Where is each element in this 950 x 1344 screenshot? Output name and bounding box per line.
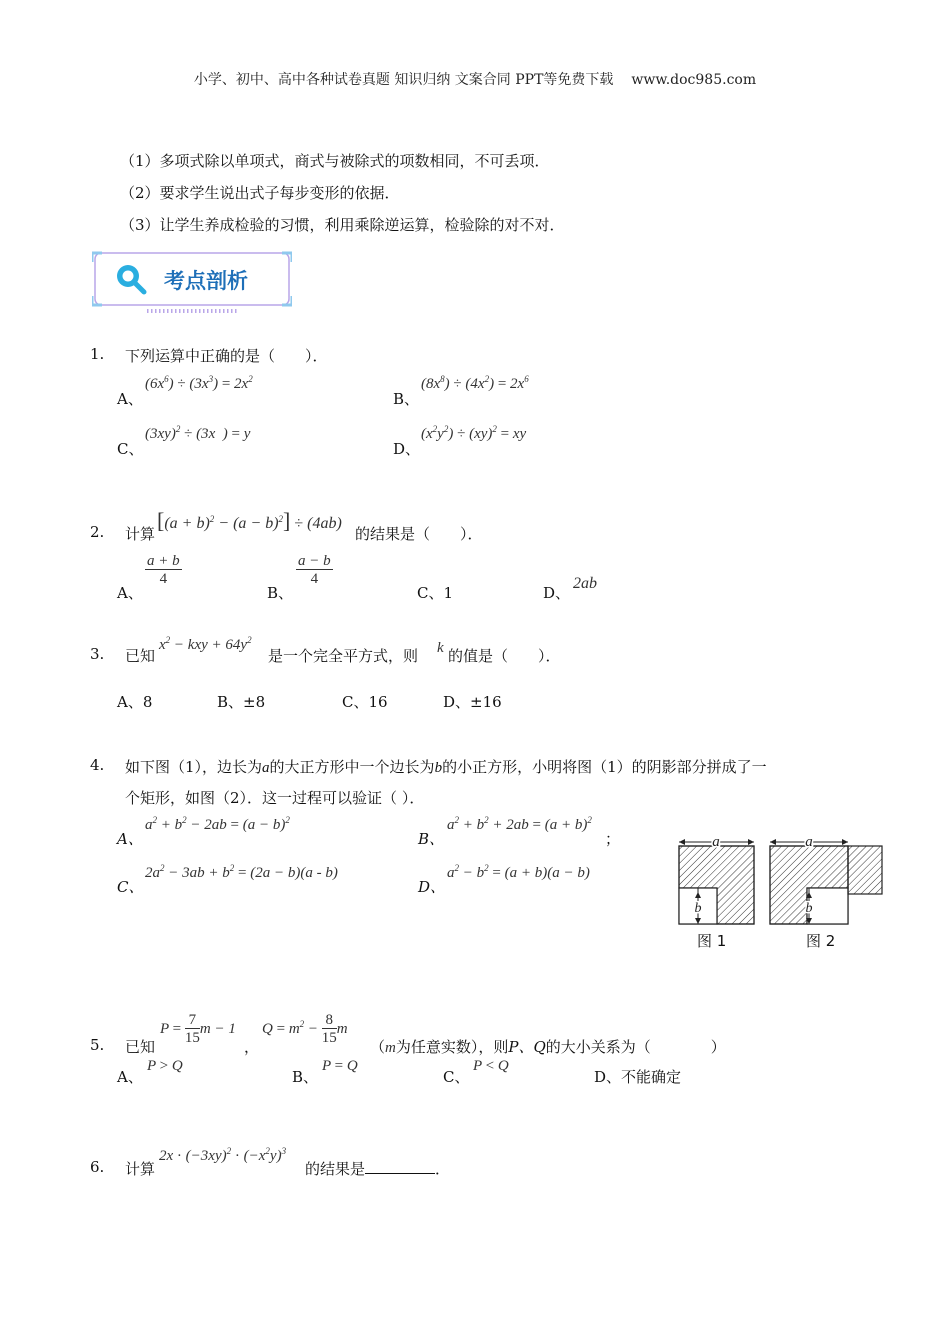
q4-var-b: b [434, 760, 443, 776]
q4-number: 4. [90, 756, 105, 774]
q1-label-c: C、 [117, 440, 144, 458]
q3-mid: 是一个完全平方式，则 [268, 647, 419, 665]
q3-option-a[interactable]: A、8 [117, 693, 153, 711]
q4-option-a[interactable]: $a^2 + b^2 - 2ab = (a - b)^2$ [145, 815, 290, 833]
q4-figures [672, 828, 887, 930]
svg-text:a: a [712, 834, 720, 850]
q6-pre: 计算 [125, 1160, 156, 1178]
q5-q-den: 15 [321, 1030, 337, 1046]
q3-option-d[interactable]: D、±16 [443, 693, 502, 711]
q5-option-a[interactable]: P > Q [147, 1058, 183, 1074]
q2-label-a: A、 [117, 584, 143, 602]
q2-option-c[interactable]: C、1 [417, 584, 454, 602]
q5-p-den: 15 [184, 1030, 200, 1046]
q5-q-expression: $Q = m^2$ − $\frac{8}{15}$ m [262, 1012, 348, 1046]
q5-label-b: B、 [292, 1068, 319, 1086]
note-2: （2）要求学生说出式子每步变形的依据． [120, 184, 400, 202]
q5-m-note-pre: （ [370, 1038, 386, 1056]
q5-m-note-post: 为任意实数），则 [395, 1038, 509, 1056]
q6-post: 的结果是 [305, 1160, 366, 1178]
q2-a-den: 4 [159, 571, 168, 587]
q4-label-a: A、 [117, 830, 143, 848]
section-banner [92, 250, 292, 314]
q4-option-c[interactable]: $2a^2 - 3ab + b^2 = (2a - b)(a - b)$ [145, 863, 338, 881]
q2-a-num: a + b [147, 553, 180, 569]
q6-end: ． [435, 1160, 451, 1178]
q1-stem: 下列运算中正确的是（ ）． [125, 347, 328, 365]
q5-option-b[interactable]: P = Q [322, 1058, 358, 1074]
q5-option-c[interactable]: P < Q [473, 1058, 509, 1074]
q4-line1-post: 的小正方形，小明将图（1）的阴影部分拼成了一 [442, 758, 767, 776]
q1-label-d: D、 [393, 440, 421, 458]
q2-label-b: B、 [267, 584, 294, 602]
q1-label-a: A、 [117, 390, 143, 408]
q3-option-c[interactable]: C、16 [342, 693, 388, 711]
q2-option-a[interactable] [145, 553, 182, 588]
q5-label-c: C、 [443, 1068, 470, 1086]
q4-label-d: D、 [418, 878, 446, 896]
q3-number: 3. [90, 645, 105, 663]
q5-p-num: 7 [185, 1012, 200, 1029]
q5-post: 的大小关系为（ ） [545, 1038, 726, 1056]
q4-var-a: a [262, 760, 270, 776]
banner-title: 考点剖析 [164, 269, 248, 293]
svg-text:a: a [805, 834, 813, 850]
q4-label-c: C、 [117, 878, 144, 896]
header-text: 小学、初中、高中各种试卷真题 知识归纳 文案合同 PPT等免费下载 [193, 72, 614, 88]
figure-2-label: 图 2 [806, 932, 836, 950]
figure-1 [679, 834, 754, 924]
note-1: （1）多项式除以单项式，商式与被除式的项数相同，不可丢项． [120, 152, 550, 170]
q2-b-den: 4 [310, 571, 319, 587]
q4-line1 [125, 756, 767, 777]
header-site[interactable]: www.doc985.com [631, 72, 757, 88]
q2-option-b[interactable] [296, 553, 333, 588]
q2-number: 2. [90, 523, 105, 541]
q5-comma: ， [244, 1038, 260, 1056]
q6-expression: $2x \cdot (-3xy)^2 \cdot (-x^2y)^3$ [159, 1146, 287, 1164]
q4-line1-pre: 如下图（1），边长为 [125, 758, 263, 776]
q1-option-b[interactable]: $(8x^8) \div (4x^2) = 2x^6$ [421, 374, 529, 392]
q5-m: m [385, 1040, 396, 1056]
q3-pre: 已知 [125, 647, 156, 665]
q3-expression: $x^2$ − kxy + $64y^2$ [159, 635, 252, 653]
note-3: （3）让学生养成检验的习惯，利用乘除逆运算，检验除的对不对． [120, 216, 565, 234]
q2-option-d[interactable]: 2ab [573, 575, 597, 592]
q1-option-a[interactable]: $(6x^6) \div (3x^3) = 2x^2$ [145, 374, 253, 392]
q4-option-b[interactable]: $a^2 + b^2 + 2ab = (a + b)^2$ [447, 815, 592, 833]
q6-number: 6. [90, 1158, 105, 1176]
q5-option-d[interactable]: D、不能确定 [594, 1068, 682, 1086]
q2-label-d: D、 [543, 584, 571, 602]
q4-option-d[interactable]: $a^2 - b^2 = (a + b)(a - b)$ [447, 863, 590, 881]
q1-option-c[interactable]: $(3xy)^2 \div (3x$ ) = y [145, 424, 251, 442]
q4-semicolon: ； [605, 830, 621, 848]
q2-pre: 计算 [125, 525, 156, 543]
q5-pre: 已知 [125, 1038, 156, 1056]
figure-1-label: 图 1 [697, 932, 727, 950]
q3-post: 的值是（ ）． [448, 647, 561, 665]
q5-condition [370, 1036, 726, 1057]
q1-option-d[interactable]: $(x^2y^2) \div (xy)^2$ = xy [421, 424, 527, 442]
q5-number: 5. [90, 1036, 105, 1054]
magnifier-icon [114, 262, 148, 296]
q4-line1-mid: 的大正方形中一个边长为 [269, 758, 435, 776]
q3-k: k [437, 640, 444, 656]
q2-b-num: a − b [298, 553, 331, 569]
q6-answer-line[interactable] [305, 1158, 450, 1179]
q5-label-a: A、 [117, 1068, 143, 1086]
q2-expression: $[(a + b)^2 - (a - b)^2] \div (4ab)$ [157, 508, 342, 533]
q5-p-expression: P = $\frac{7}{15}$ m − 1 [160, 1012, 236, 1046]
svg-text:b: b [694, 901, 702, 916]
svg-text:b: b [805, 901, 813, 916]
q1-number: 1. [90, 345, 105, 363]
q3-option-b[interactable]: B、±8 [217, 693, 266, 711]
q5-pq: P、Q [508, 1038, 546, 1056]
q5-q-num: 8 [322, 1012, 337, 1029]
figure-2 [770, 834, 882, 924]
q1-label-b: B、 [393, 390, 420, 408]
page-header [0, 69, 950, 89]
q6-blank[interactable] [365, 1159, 435, 1174]
q2-post: 的结果是（ ）． [355, 525, 483, 543]
q4-label-b: B、 [418, 830, 445, 848]
q4-line2: 个矩形，如图（2）．这一过程可以验证（ ）． [125, 789, 425, 807]
